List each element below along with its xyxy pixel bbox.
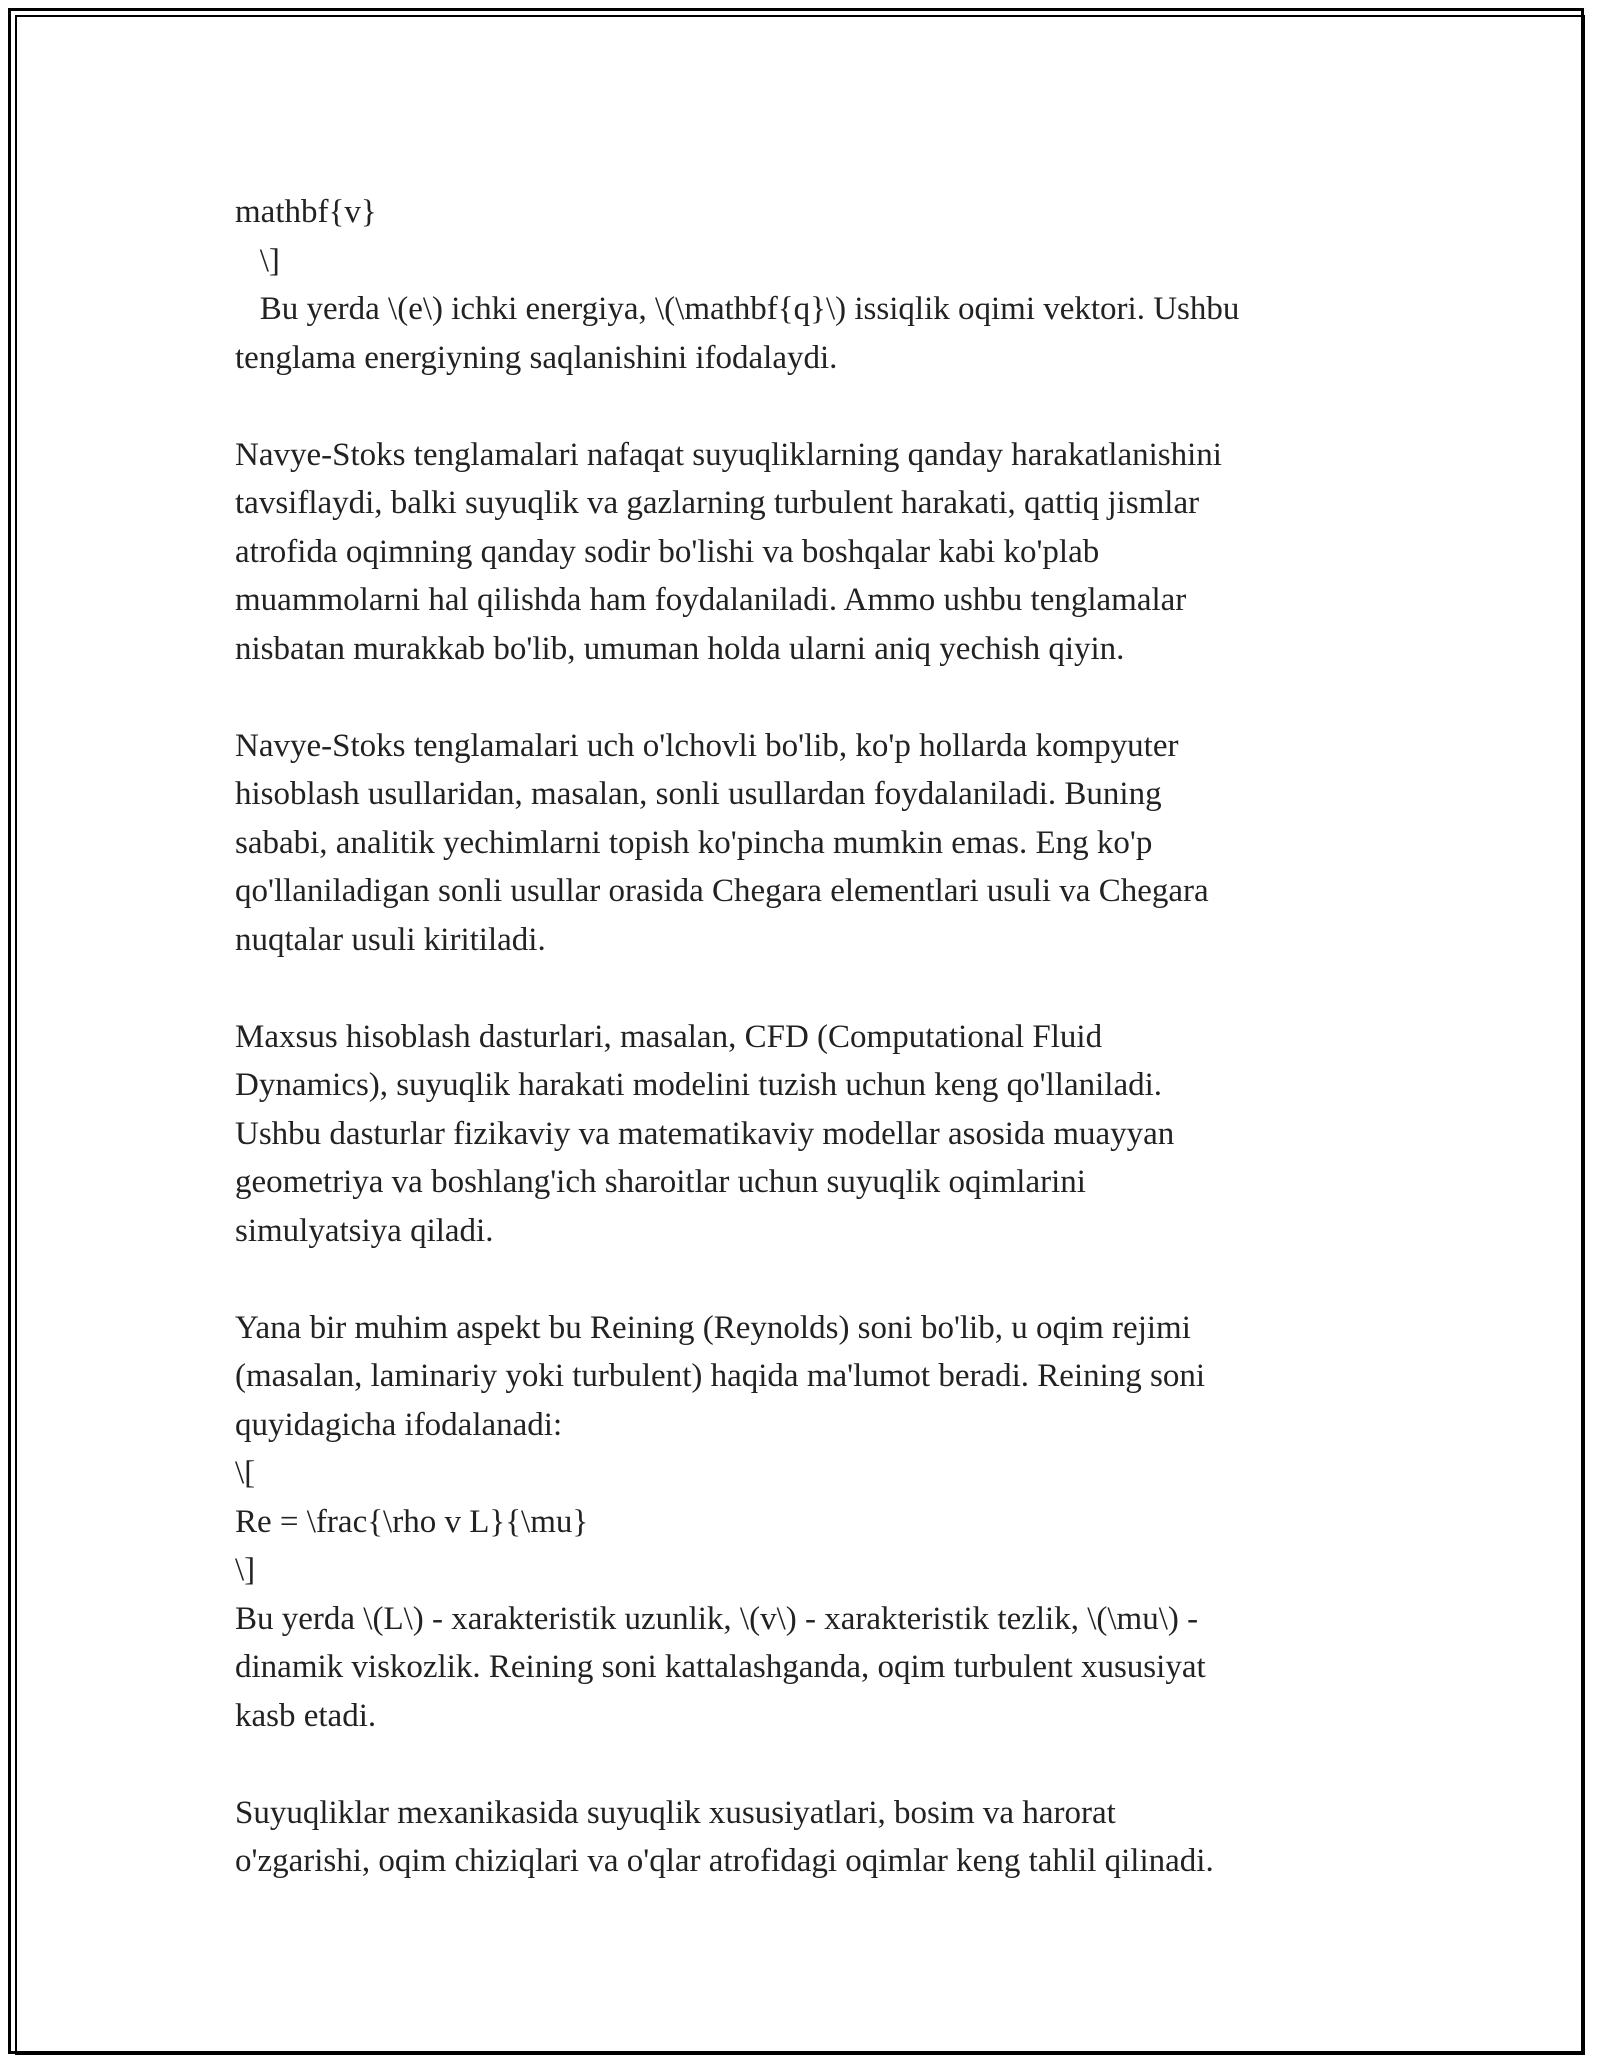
- text-line: Dynamics), suyuqlik harakati modelini tuzish uchun keng qo'llaniladi.: [235, 1067, 1163, 1103]
- document-body: [235, 188, 1365, 1886]
- paragraph-energy-equation-tail: [235, 188, 1365, 382]
- text-line: geometriya va boshlang'ich sharoitlar uchun suyuqlik oqimlarini: [235, 1164, 1086, 1200]
- paragraph-numerical-methods: [235, 722, 1365, 965]
- paragraph-navier-stokes-usage: [235, 431, 1365, 674]
- text-line: quyidagicha ifodalanadi:: [235, 1406, 563, 1443]
- text-line: Yana bir muhim aspekt bu Reining (Reynolds) soni bo'lib, u oqim rejimi: [235, 1309, 1191, 1346]
- text-line: Navye-Stoks tenglamalari nafaqat suyuqliklarning qanday harakatlanishini: [235, 436, 1222, 473]
- text-line: (masalan, laminariy yoki turbulent) haqida ma'lumot beradi. Reining soni: [235, 1358, 1206, 1394]
- text-line: nuqtalar usuli kiritiladi.: [235, 921, 546, 958]
- formula-close: \]: [235, 1552, 256, 1588]
- text-line: qo'llaniladigan sonli usullar orasida Chegara elementlari usuli va Chegara: [235, 873, 1209, 909]
- text-line: tavsiflaydi, balki suyuqlik va gazlarning turbulent harakati, qattiq jismlar: [235, 485, 1200, 521]
- text-line: Ushbu dasturlar fizikaviy va matematikaviy modellar asosida muayyan: [235, 1115, 1175, 1152]
- text-line: simulyatsiya qiladi.: [235, 1212, 494, 1249]
- text-line: dinamik viskozlik. Reining soni kattalashganda, oqim turbulent xususiyat: [235, 1649, 1206, 1685]
- text-line: \]: [235, 242, 280, 279]
- text-line: muammolarni hal qilishda ham foydalaniladi. Ammo ushbu tenglamalar: [235, 582, 1187, 618]
- text-line: Maxsus hisoblash dasturlari, masalan, CFD (Computational Fluid: [235, 1018, 1103, 1055]
- text-line: atrofida oqimning qanday sodir bo'lishi va boshqalar kabi ko'plab: [235, 533, 1100, 570]
- text-line: kasb etadi.: [235, 1697, 377, 1734]
- text-line: Suyuqliklar mexanikasida suyuqlik xususiyatlari, bosim va harorat: [235, 1794, 1116, 1831]
- paragraph-fluid-mechanics-analysis: [235, 1789, 1365, 1886]
- text-line: mathbf{v}: [235, 194, 377, 230]
- text-line: tenglama energiyning saqlanishini ifodalaydi.: [235, 339, 838, 376]
- text-line: hisoblash usullaridan, masalan, sonli usullardan foydalaniladi. Buning: [235, 776, 1162, 812]
- text-line: Bu yerda \(L\) - xarakteristik uzunlik, \(v\) - xarakteristik tezlik, \(\mu\) -: [235, 1600, 1199, 1637]
- paragraph-reynolds-number: [235, 1304, 1365, 1741]
- formula-open: \[: [235, 1455, 256, 1491]
- paragraph-cfd: [235, 1013, 1365, 1256]
- reynolds-formula: Re = \frac{\rho v L}{\mu}: [235, 1503, 589, 1540]
- text-line: Bu yerda \(e\) ichki energiya, \(\mathbf{q}\) issiqlik oqimi vektori. Ushbu: [235, 291, 1240, 327]
- text-line: nisbatan murakkab bo'lib, umuman holda ularni aniq yechish qiyin.: [235, 630, 1125, 667]
- text-line: o'zgarishi, oqim chiziqlari va o'qlar atrofidagi oqimlar keng tahlil qilinadi.: [235, 1843, 1214, 1879]
- text-line: sababi, analitik yechimlarni topish ko'pincha mumkin emas. Eng ko'p: [235, 824, 1153, 861]
- text-line: Navye-Stoks tenglamalari uch o'lchovli bo'lib, ko'p hollarda kompyuter: [235, 727, 1179, 764]
